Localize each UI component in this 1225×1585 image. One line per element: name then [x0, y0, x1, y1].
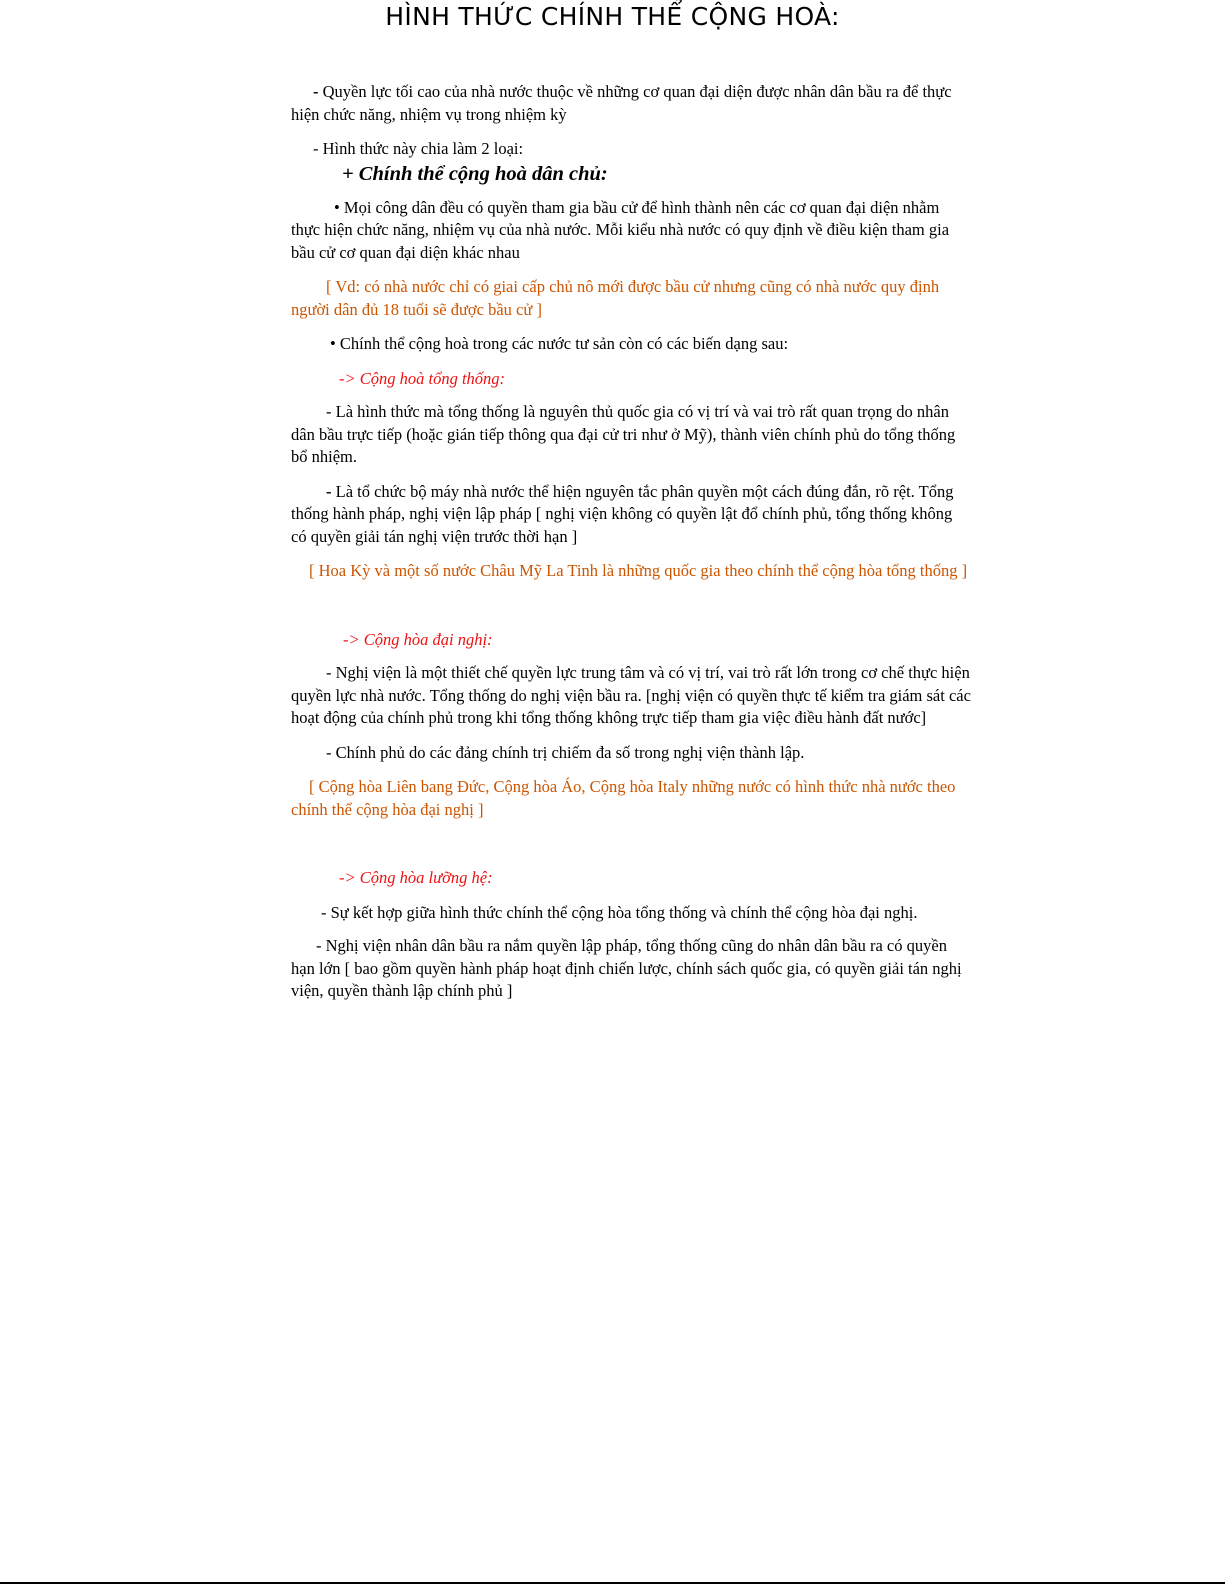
- subheading-democratic-republic: + Chính thể cộng hoà dân chủ:: [342, 162, 608, 185]
- example-parliamentary: [ Cộng hòa Liên bang Đức, Cộng hòa Áo, Cộng hòa Italy những nước có hình thức nhà nước theo chính thể cộng hòa đại nghị ]: [291, 777, 956, 819]
- heading-parliamentary-republic: -> Cộng hòa đại nghị:: [343, 629, 493, 649]
- example-voting: [ Vd: có nhà nước chỉ có giai cấp chủ nô mới được bầu cử nhưng cũng có nhà nước quy định người dân đủ 18 tuổi sẽ được bầu cử ]: [291, 277, 940, 319]
- paragraph-supreme-power-text: Quyền lực tối cao của nhà nước thuộc về những cơ quan đại diện được nhân dân bầu ra để thực hiện chức năng, nhiệm vụ trong nhiệm kỳ: [291, 82, 952, 124]
- paragraph-semi-presidential-2: - Nghị viện nhân dân bầu ra nắm quyền lập pháp, tổng thống cũng do nhân dân bầu ra có quyền hạn lớn [ bao gồm quyền hành pháp hoạt định chiến lược, chính sách quốc gia, có quyền giải tán nghị viện, quyền thành lập chính phủ ]: [291, 936, 962, 1000]
- dash-marker: -: [326, 481, 336, 501]
- heading-presidential-republic: -> Cộng hoà tổng thống:: [339, 368, 506, 388]
- paragraph-citizens-vote: • Mọi công dân đều có quyền tham gia bầu cử để hình thành nên các cơ quan đại diện nhằm thực hiện chức năng, nhiệm vụ của nhà nước. Mỗi kiểu nhà nước có quy định về điều kiện tham gia bầu cử cơ quan đại diện khác nhau: [291, 197, 950, 262]
- dash-marker: -: [313, 82, 323, 101]
- paragraph-parliamentary-2: - Chính phủ do các đảng chính trị chiếm đa số trong nghị viện thành lập.: [326, 742, 805, 762]
- paragraph-supreme-power: [291, 81, 971, 126]
- paragraph-variants: • Chính thể cộng hoà trong các nước tư sản còn có các biến dạng sau:: [330, 334, 789, 353]
- heading-semi-presidential-republic: -> Cộng hòa lưỡng hệ:: [339, 868, 493, 887]
- paragraph-presidential-2: [291, 481, 971, 549]
- example-presidential: [ Hoa Kỳ và một số nước Châu Mỹ La Tinh là những quốc gia theo chính thể cộng hòa tổng thống ]: [309, 561, 968, 580]
- paragraph-semi-presidential-1: - Sự kết hợp giữa hình thức chính thể cộng hòa tổng thống và chính thể cộng hòa đại nghị.: [321, 902, 918, 922]
- paragraph-presidential-2-text: Là tổ chức bộ máy nhà nước thể hiện nguyên tắc phân quyền một cách đúng đắn, rõ rệt. Tổng thống hành pháp, nghị viện lập pháp [ nghị viện không có quyền lật đổ chính phủ, tổng thống không có quyền giải tán nghị viện trước thời hạn ]: [291, 481, 954, 546]
- page-title: HÌNH THỨC CHÍNH THỂ CỘNG HOÀ:: [385, 2, 840, 31]
- paragraph-parliamentary-1: - Nghị viện là một thiết chế quyền lực trung tâm và có vị trí, vai trò rất lớn trong cơ chế thực hiện quyền lực nhà nước. Tổng thống do nghị viện bầu ra. [nghị viện có quyền thực tế kiểm tra giám sát các hoạt động của chính phủ trong khi tổng thống không trực tiếp tham gia việc điều hành đất nước]: [291, 663, 971, 727]
- bottom-rule: [0, 1582, 1225, 1584]
- paragraph-presidential-1: - Là hình thức mà tổng thống là nguyên thủ quốc gia có vị trí và vai trò rất quan trọng do nhân dân bầu trực tiếp (hoặc gián tiếp thông qua đại cử tri như ở Mỹ), thành viên chính phủ do tổng thống bổ nhiệm.: [291, 402, 956, 466]
- document-body: [291, 81, 971, 1003]
- paragraph-two-types: - Hình thức này chia làm 2 loại:: [313, 139, 524, 158]
